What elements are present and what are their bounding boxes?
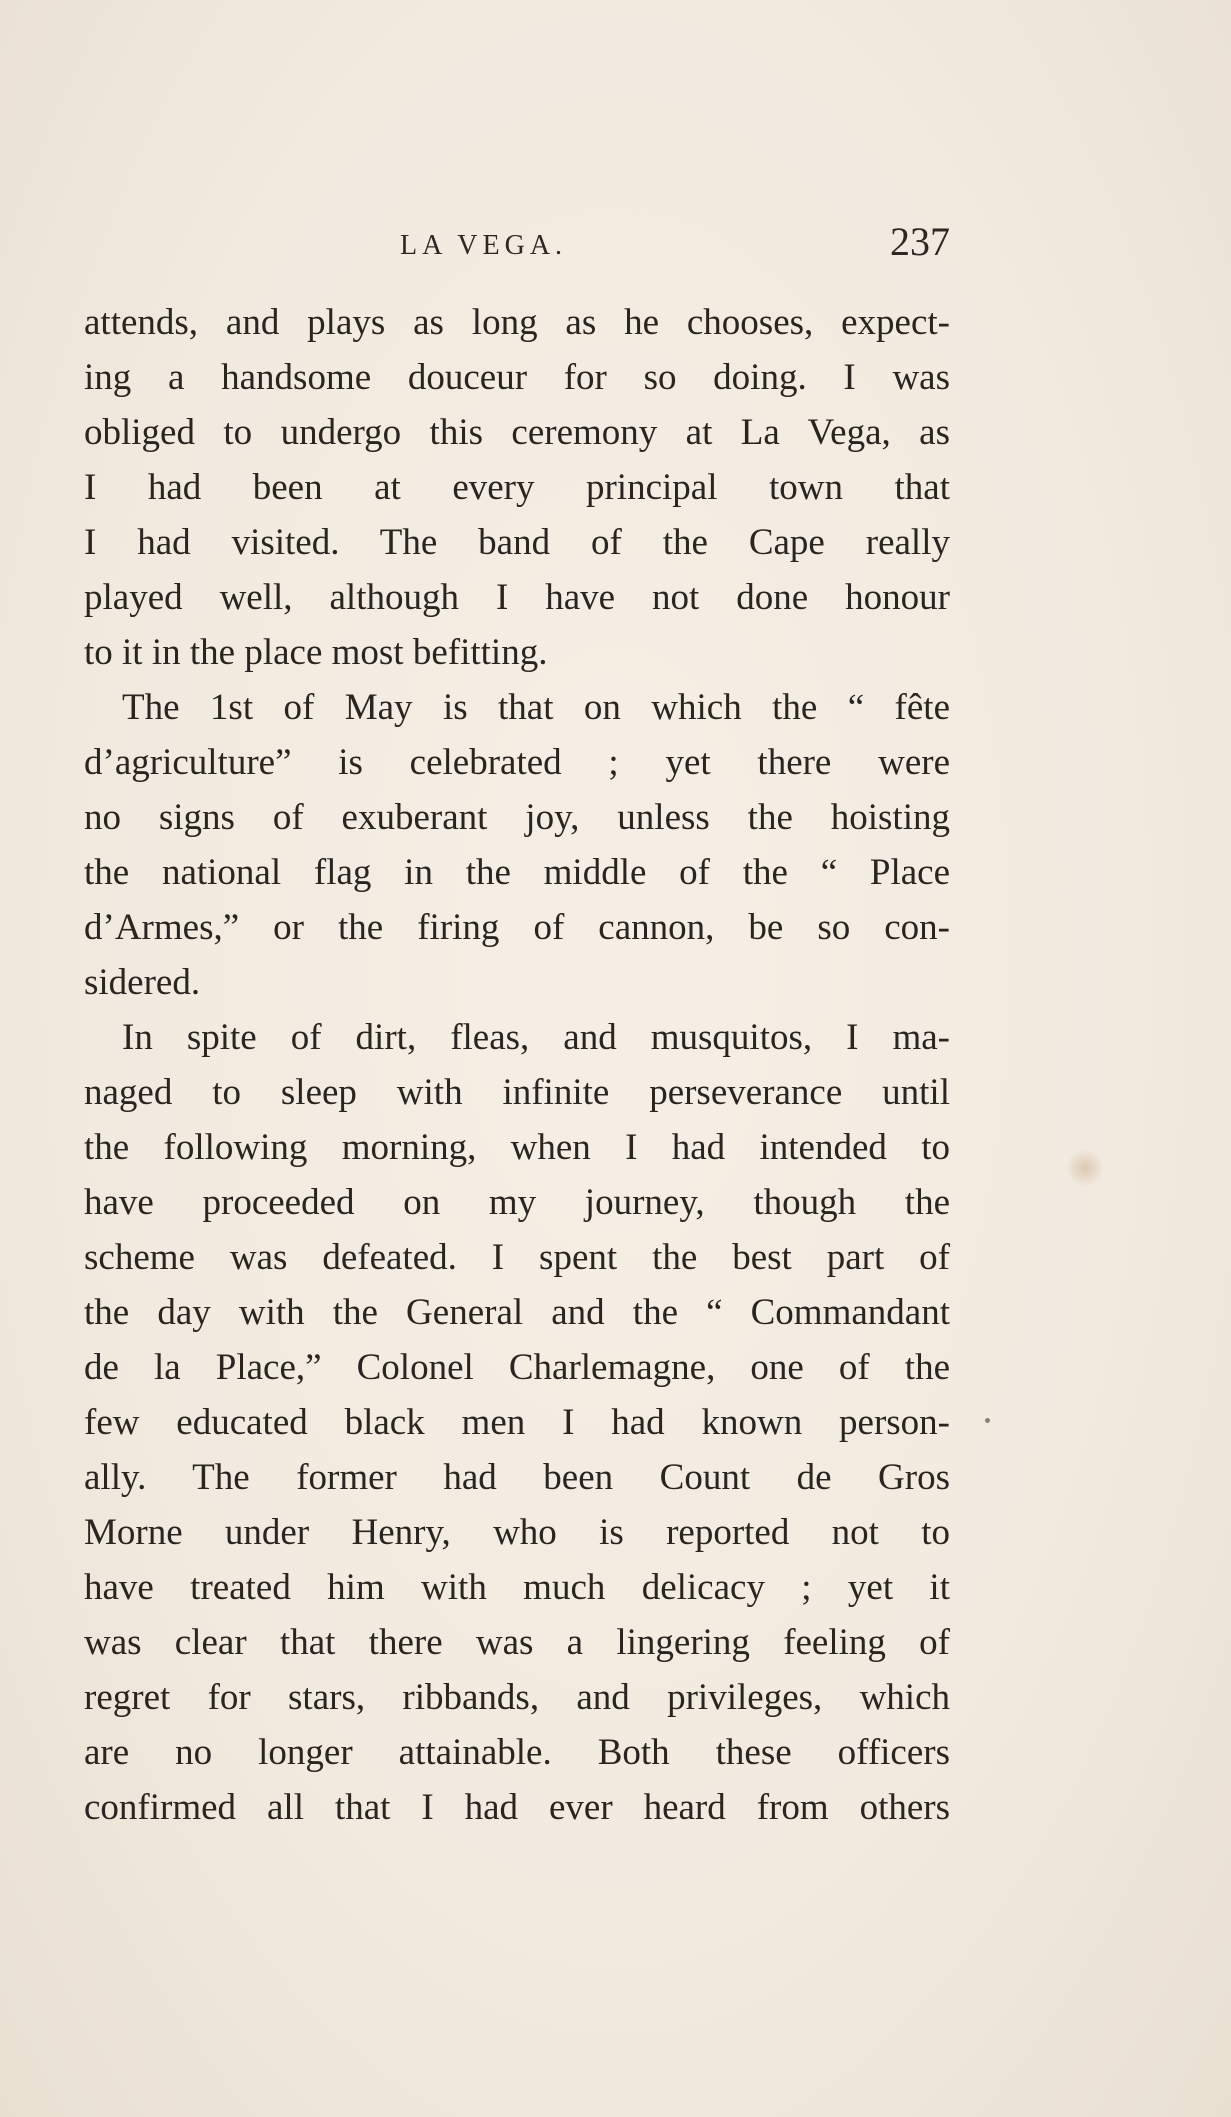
page-header — [84, 218, 950, 274]
paragraph-3 — [84, 1010, 950, 1835]
text-line: scheme was defeated. I spent the best part of — [84, 1237, 950, 1278]
text-line: have treated him with much delicacy ; yet it — [84, 1567, 950, 1608]
text-line: I had been at every principal town that — [84, 467, 950, 508]
text-line: to it in the place most befitting. — [84, 632, 548, 673]
text-line: d’Armes,” or the firing of cannon, be so con- — [84, 907, 950, 948]
text-line: Morne under Henry, who is reported not to — [84, 1512, 950, 1553]
text-line: played well, although I have not done honour — [84, 577, 950, 618]
running-head: LA VEGA. — [400, 230, 568, 261]
text-line: In spite of dirt, fleas, and musquitos, I ma- — [122, 1017, 950, 1058]
text-line: the day with the General and the “ Commandant — [84, 1292, 950, 1333]
text-line: I had visited. The band of the Cape really — [84, 522, 950, 563]
paper-speck — [985, 1418, 990, 1423]
text-line: naged to sleep with infinite perseverance until — [84, 1072, 950, 1113]
text-line: regret for stars, ribbands, and privileges, which — [84, 1677, 950, 1718]
text-line: de la Place,” Colonel Charlemagne, one of the — [84, 1347, 950, 1388]
text-line: ally. The former had been Count de Gros — [84, 1457, 950, 1498]
text-line: sidered. — [84, 962, 201, 1003]
text-line: are no longer attainable. Both these officers — [84, 1732, 950, 1773]
text-line: no signs of exuberant joy, unless the hoisting — [84, 797, 950, 838]
paper-stain — [1065, 1150, 1105, 1186]
text-line: ing a handsome douceur for so doing. I was — [84, 357, 950, 398]
text-line: the following morning, when I had intended to — [84, 1127, 950, 1168]
text-line: d’agriculture” is celebrated ; yet there were — [84, 742, 950, 783]
paragraph-1 — [84, 295, 950, 680]
text-line: obliged to undergo this ceremony at La Vega, as — [84, 412, 950, 453]
text-line: was clear that there was a lingering feeling of — [84, 1622, 950, 1663]
text-line: attends, and plays as long as he chooses, expect- — [84, 302, 950, 343]
text-line: the national flag in the middle of the “ Place — [84, 852, 950, 893]
page-number: 237 — [890, 219, 950, 264]
paragraph-2 — [84, 680, 950, 1010]
body-text — [84, 295, 950, 1835]
text-line: have proceeded on my journey, though the — [84, 1182, 950, 1223]
text-line: few educated black men I had known person- — [84, 1402, 950, 1443]
text-line: confirmed all that I had ever heard from others — [84, 1787, 950, 1828]
text-line: The 1st of May is that on which the “ fête — [122, 687, 950, 728]
